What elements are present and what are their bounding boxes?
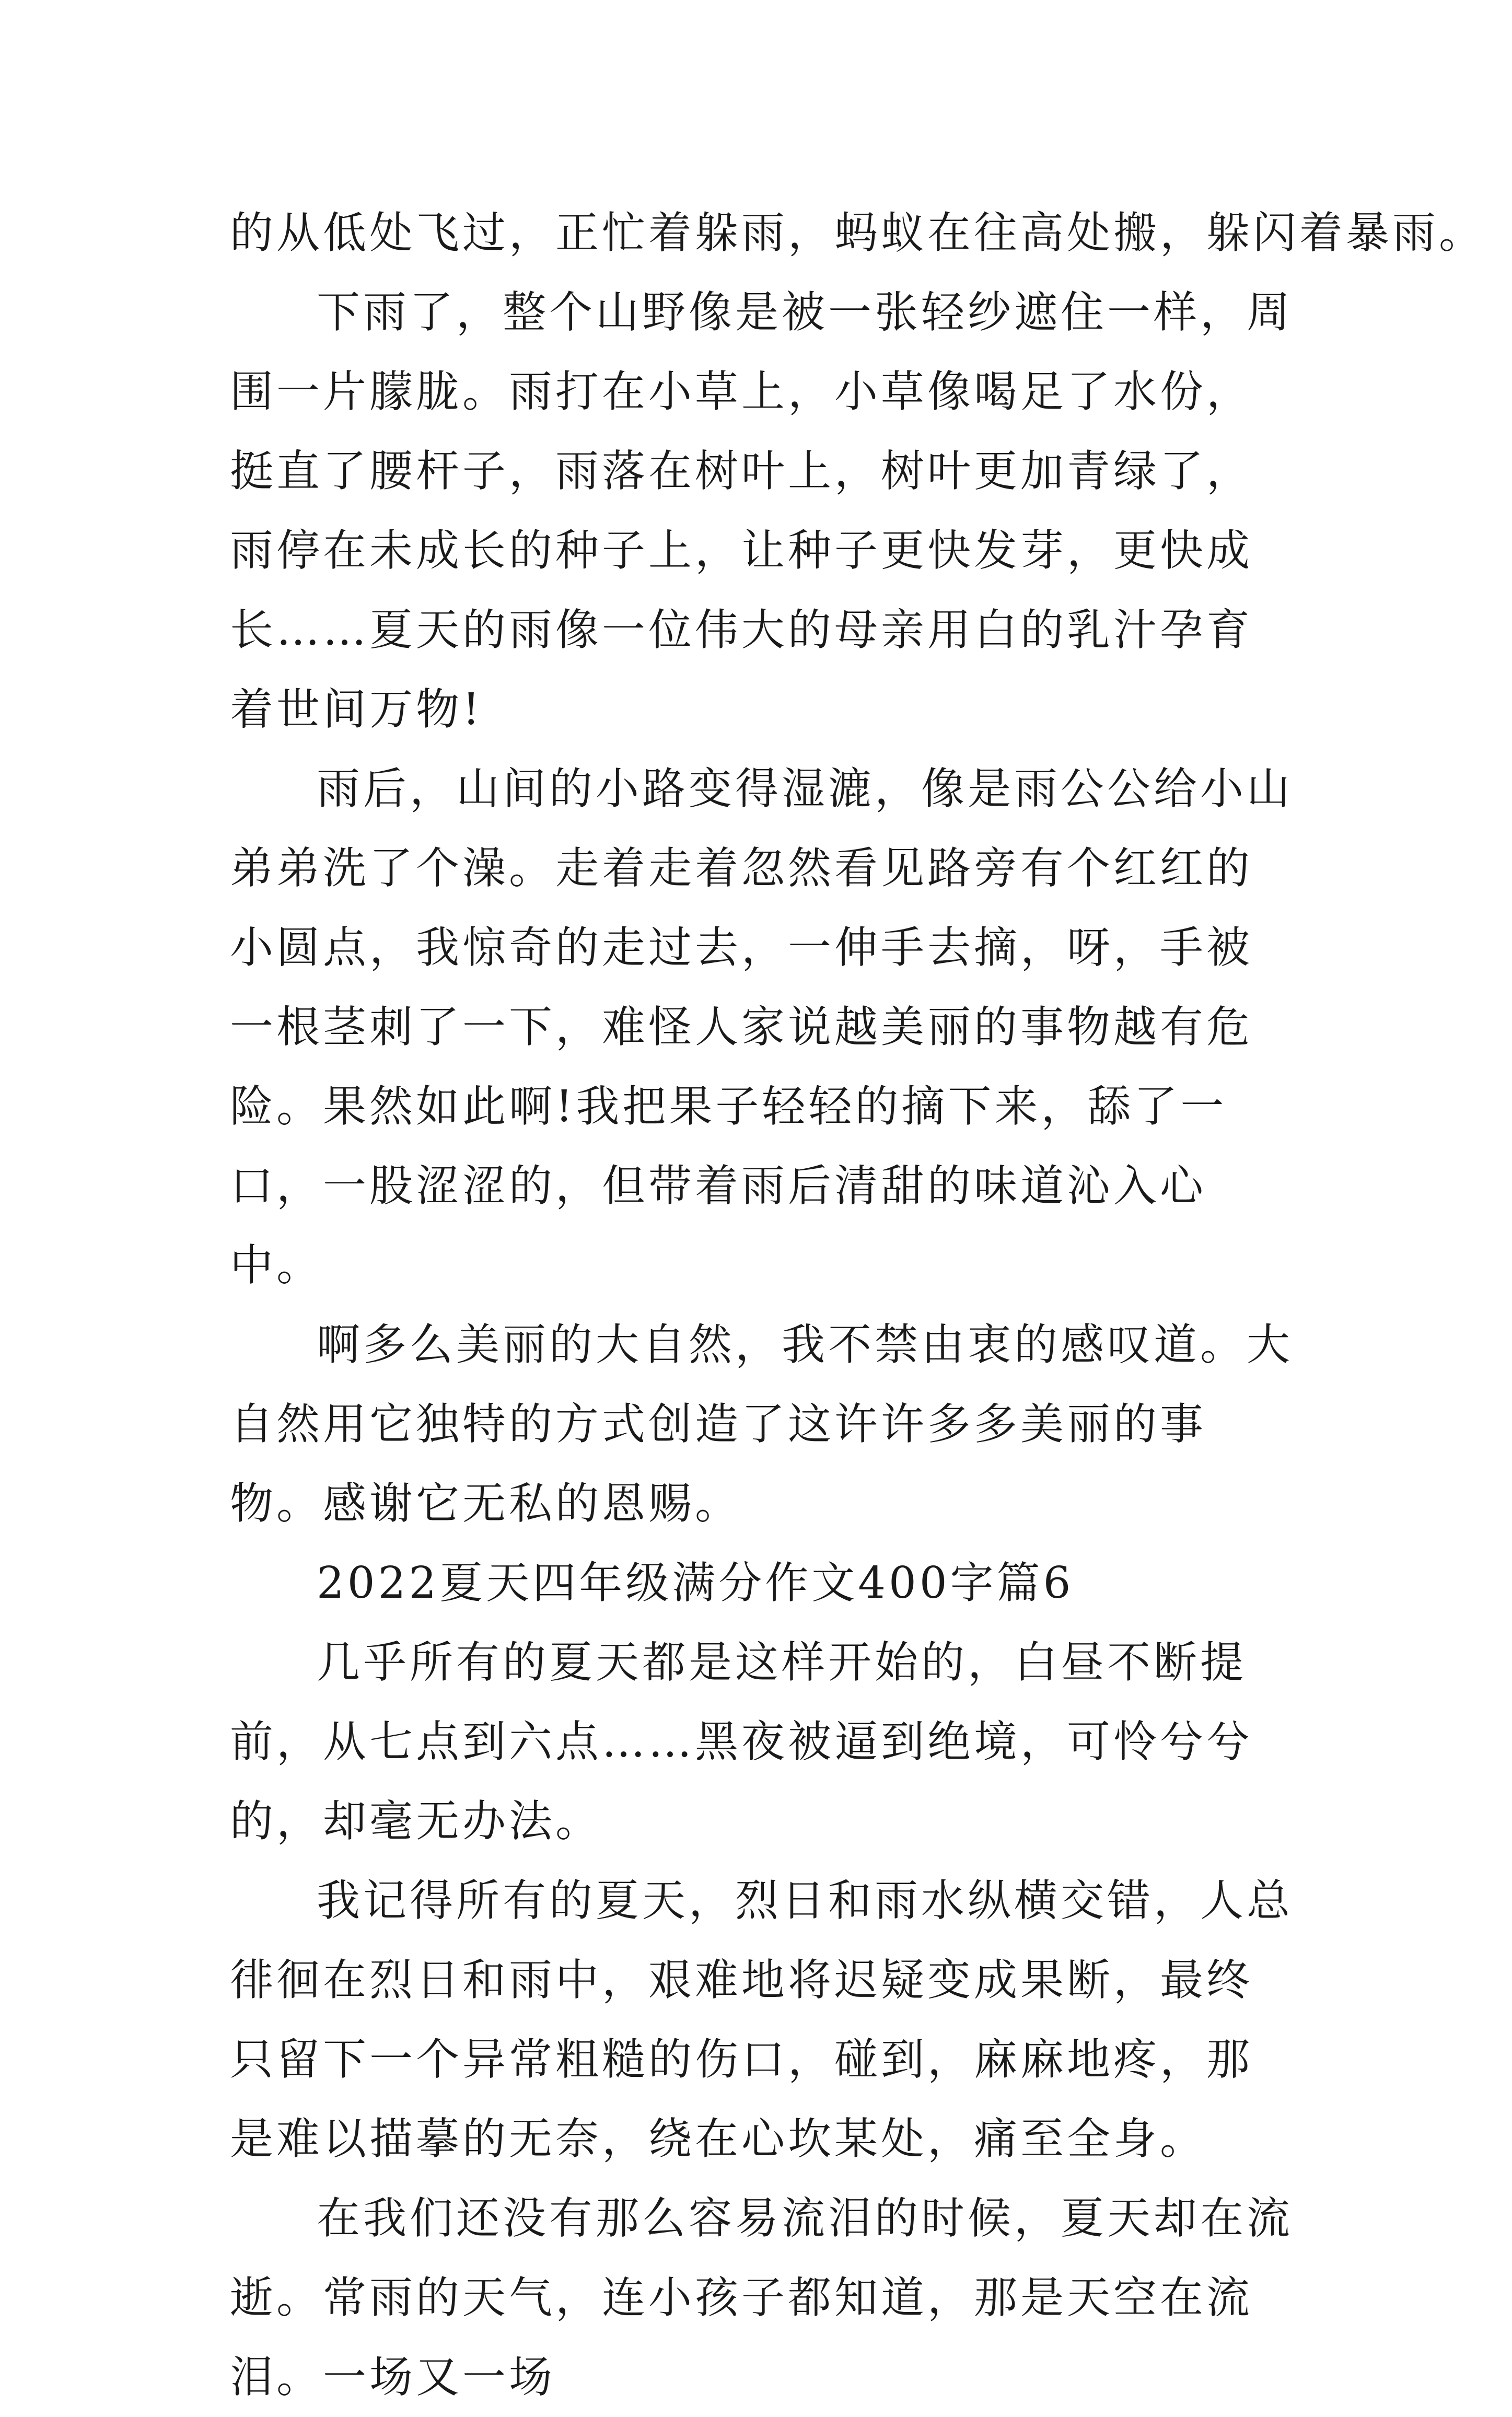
paragraph-rain: 下雨了，整个山野像是被一张轻纱遮住一样，周围一片朦胧。雨打在小草上，小草像喝足了水份，挺直了腰杆子，雨落在树叶上，树叶更加青绿了，雨停在未成长的种子上，让种子更快发芽，更快成长……夏天的雨像一位伟大的母亲用白的乳汁孕育着世间万物! [230,287,1293,735]
document-body [230,193,1485,2417]
paragraph-summer-tears: 在我们还没有那么容易流泪的时候，夏天却在流逝。常雨的天气，连小孩子都知道，那是天空在流泪。一场又一场 [230,2193,1293,2402]
paragraph-nature: 啊多么美丽的大自然，我不禁由衷的感叹道。大自然用它独特的方式创造了这许许多多美丽的事物。感谢它无私的恩赐。 [230,1319,1293,1529]
paragraph-continuation: 的从低处飞过，正忙着躲雨，蚂蚁在往高处搬，躲闪着暴雨。 [230,207,1485,258]
paragraph-summer-memory: 我记得所有的夏天，烈日和雨水纵横交错，人总徘徊在烈日和雨中，艰难地将迟疑变成果断，最终只留下一个异常粗糙的伤口，碰到，麻麻地疼，那是难以描摹的无奈，绕在心坎某处，痛至全身。 [230,1875,1293,2164]
paragraph-summer-start: 几乎所有的夏天都是这样开始的，白昼不断提前，从七点到六点……黑夜被逼到绝境，可怜兮兮的，却毫无办法。 [230,1637,1253,1846]
essay-heading: 2022夏天四年级满分作文400字篇6 [317,1558,1074,1608]
paragraph-after-rain: 雨后，山间的小路变得湿漉，像是雨公公给小山弟弟洗了个澡。走着走着忽然看见路旁有个红红的小圆点，我惊奇的走过去，一伸手去摘，呀，手被一根茎刺了一下，难怪人家说越美丽的事物越有危险。果然如此啊!我把果子轻轻的摘下来，舔了一口，一股涩涩的，但带着雨后清甜的味道沁入心中。 [230,763,1293,1291]
